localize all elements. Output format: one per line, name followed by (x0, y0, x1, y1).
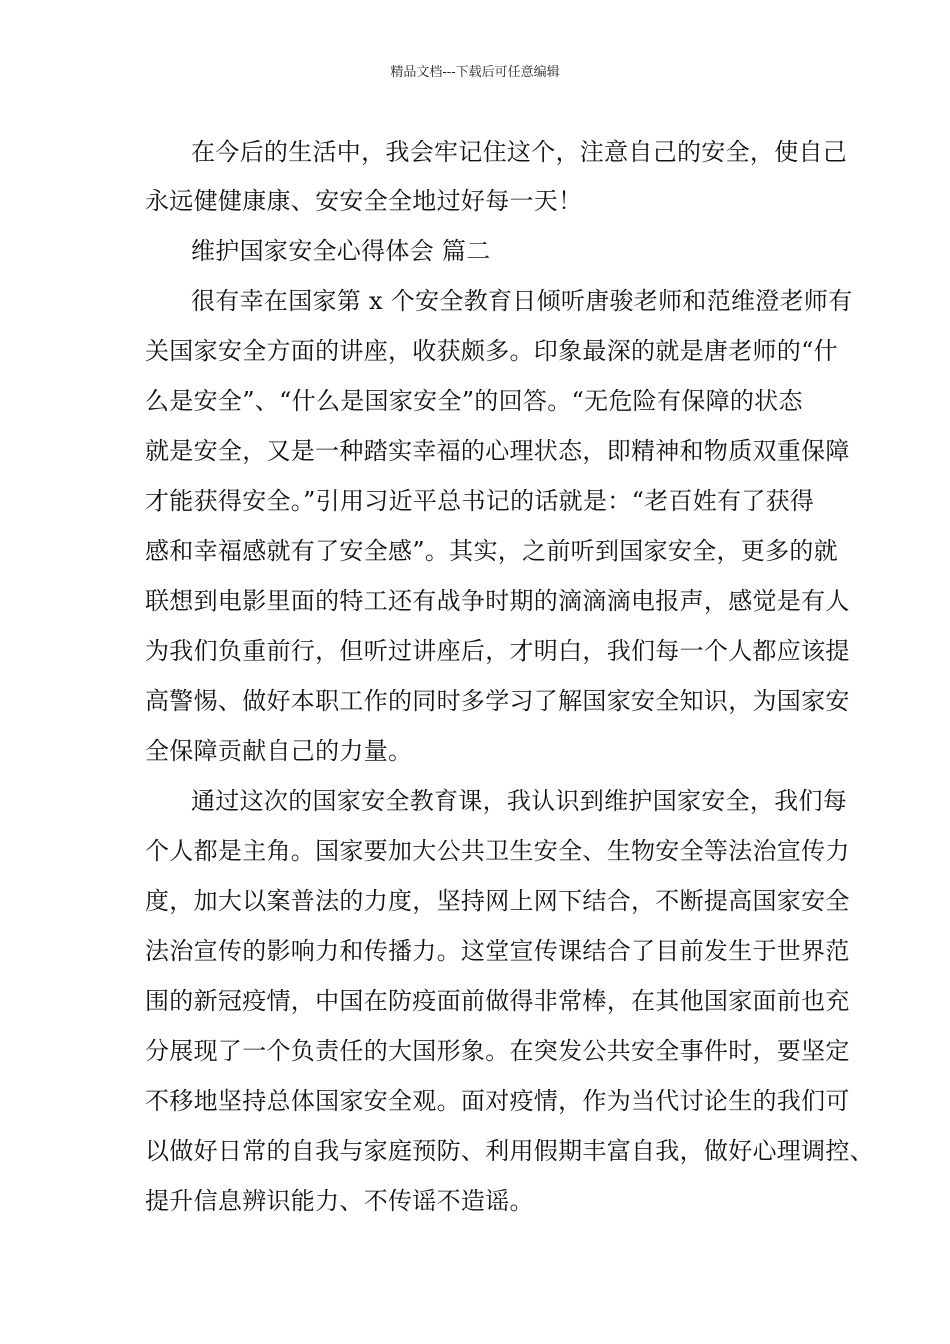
paragraph-line: 不移地坚持总体国家安全观。面对疫情，作为当代讨论生的我们可 (145, 1087, 850, 1115)
paragraph-line: 度，加大以案普法的力度，坚持网上网下结合，不断提高国家安全 (145, 887, 850, 915)
page-header: 精品文档---下载后可任意编辑 (390, 65, 560, 80)
paragraph-line: 么是安全”、“什么是国家安全”的回答。“无危险有保障的状态 (145, 387, 803, 415)
paragraph-line: 就是安全，又是一种踏实幸福的心理状态，即精神和物质双重保障 (145, 437, 850, 465)
paragraph-line: 通过这次的国家安全教育课，我认识到维护国家安全，我们每 (191, 787, 848, 815)
paragraph-line: 提升信息辨识能力、不传谣不造谣。 (145, 1187, 534, 1215)
paragraph-line: 围的新冠疫情，中国在防疫面前做得非常棒，在其他国家面前也充 (145, 987, 850, 1015)
paragraph-line: 才能获得安全。”引用习近平总书记的话就是：“老百姓有了获得 (145, 487, 815, 515)
paragraph-line: 在今后的生活中，我会牢记住这个，注意自己的安全，使自己 (191, 138, 848, 166)
paragraph-line: 全保障贡献自己的力量。 (145, 737, 413, 765)
paragraph-line: 高警惕、做好本职工作的同时多学习了解国家安全知识，为国家安 (145, 687, 850, 715)
paragraph-line: 感和幸福感就有了安全感”。其实，之前听到国家安全，更多的就 (145, 537, 838, 565)
paragraph-line: 个人都是主角。国家要加大公共卫生安全、生物安全等法治宣传力 (145, 837, 850, 865)
paragraph-line: 永远健健康康、安安全全地过好每一天！ (145, 187, 583, 215)
paragraph-line: 很有幸在国家第 x 个安全教育日倾听唐骏老师和范维澄老师有 (191, 287, 853, 315)
paragraph-line: 联想到电影里面的特工还有战争时期的滴滴滴电报声，感觉是有人 (145, 587, 850, 615)
paragraph-line: 法治宣传的影响力和传播力。这堂宣传课结合了目前发生于世界范 (145, 937, 850, 965)
paragraph-line: 为我们负重前行，但听过讲座后，才明白，我们每一个人都应该提 (145, 637, 850, 665)
paragraph-line: 以做好日常的自我与家庭预防、利用假期丰富自我，做好心理调控、 (145, 1137, 874, 1165)
paragraph-line: 关国家安全方面的讲座，收获颇多。印象最深的就是唐老师的“什 (145, 337, 838, 365)
paragraph-line: 分展现了一个负责任的大国形象。在突发公共安全事件时，要坚定 (145, 1037, 850, 1065)
section-heading: 维护国家安全心得体会 篇二 (191, 237, 491, 265)
